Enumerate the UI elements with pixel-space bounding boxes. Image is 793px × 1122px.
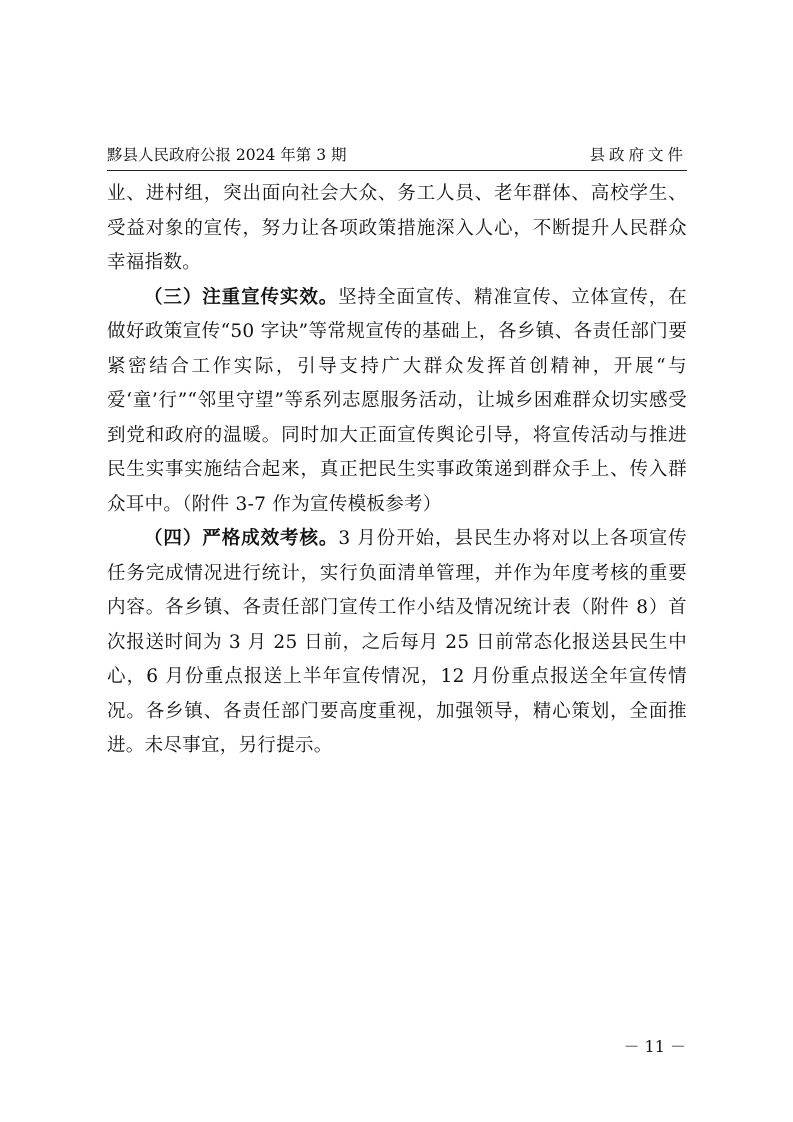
paragraph-section-3 bbox=[107, 281, 687, 523]
section-3-text: 坚持全面宣传、精准宣传、立体宣传，在做好政策宣传“50 字诀”等常规宣传的基础上，各乡镇、各责任部门要紧密结合工作实际，引导支持广大群众发挥首创精神，开展“与爱‘童’行”“邻里守望”等系列志愿服务活动，让城乡困难群众切实感受到党和政府的温暖。同时加大正面宣传舆论引导，将宣传活动与推进民生实事实施结合起来，真正把民生实事政策递到群众手上、传入群众耳中。（附件 3-7 作为宣传模板参考） bbox=[107, 286, 687, 515]
paragraph-text: 业、进村组，突出面向社会大众、务工人员、老年群体、高校学生、受益对象的宣传，努力让各项政策措施深入人心，不断提升人民群众幸福指数。 bbox=[107, 183, 687, 273]
section-4-text: 3 月份开始，县民生办将对以上各项宣传任务完成情况进行统计，实行负面清单管理，并作为年度考核的重要内容。各乡镇、各责任部门宣传工作小结及情况统计表（附件 8）首次报送时间为 3 月 25 日前，之后每月 25 日前常态化报送县民生中心，6 月份重点报送上半年宣传情况，12 月份重点报送全年宣传情况。各乡镇、各责任部门要高度重视，加强领导，精心策划，全面推进。未尽事宜，另行提示。 bbox=[107, 528, 687, 756]
document-body bbox=[107, 177, 687, 764]
publication-title: 黟县人民政府公报 2024 年第 3 期 bbox=[107, 146, 347, 164]
section-4-heading: （四）严格成效考核。 bbox=[144, 528, 339, 549]
page-number: － 11 － bbox=[623, 1037, 686, 1056]
header-divider bbox=[107, 170, 687, 171]
section-label: 县政府文件 bbox=[589, 146, 687, 164]
paragraph-section-4 bbox=[107, 522, 687, 764]
paragraph-continuation bbox=[107, 177, 687, 281]
section-3-heading: （三）注重宣传实效。 bbox=[144, 286, 339, 308]
running-header bbox=[107, 144, 687, 172]
